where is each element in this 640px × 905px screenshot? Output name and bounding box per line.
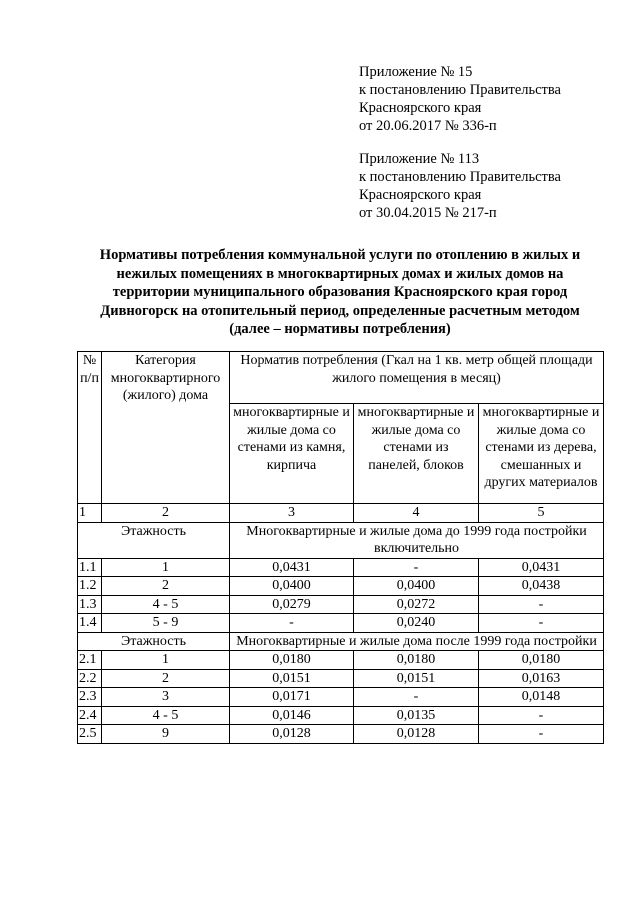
value-stone: 0,0146 (230, 706, 354, 725)
row-number: 2.4 (78, 706, 102, 725)
table-row (78, 558, 604, 577)
column-number: 5 (479, 504, 604, 523)
row-floors: 9 (102, 725, 230, 744)
column-numbers-row (78, 504, 604, 523)
value-wood: - (479, 725, 604, 744)
column-number: 4 (354, 504, 479, 523)
value-panel: 0,0151 (354, 669, 479, 688)
section-title: Многоквартирные и жилые дома до 1999 года постройки включительно (230, 522, 604, 558)
value-panel: 0,0240 (354, 614, 479, 633)
value-stone: 0,0400 (230, 577, 354, 596)
row-number: 1.4 (78, 614, 102, 633)
section-header-row (78, 632, 604, 651)
value-wood: 0,0163 (479, 669, 604, 688)
appendix-line: от 30.04.2015 № 217-п (359, 205, 497, 221)
value-stone: 0,0279 (230, 595, 354, 614)
section-header-row (78, 522, 604, 558)
consumption-norms-table (77, 351, 604, 744)
row-floors: 2 (102, 669, 230, 688)
value-wood: 0,0180 (479, 651, 604, 670)
title-line: Дивногорск на отопительный период, определенные расчетным методом (100, 302, 580, 319)
column-number: 3 (230, 504, 354, 523)
value-panel: - (354, 688, 479, 707)
row-number: 2.1 (78, 651, 102, 670)
value-panel: 0,0128 (354, 725, 479, 744)
row-floors: 1 (102, 651, 230, 670)
row-number: 2.5 (78, 725, 102, 744)
value-wood: 0,0431 (479, 558, 604, 577)
header-num: № п/п (78, 352, 102, 504)
value-panel: - (354, 558, 479, 577)
row-floors: 1 (102, 558, 230, 577)
title-line: Нормативы потребления коммунальной услуги по отоплению в жилых и (99, 247, 581, 263)
section-floors-label: Этажность (78, 522, 230, 558)
appendix-113-reference (359, 150, 561, 222)
row-floors: 3 (102, 688, 230, 707)
value-stone: 0,0180 (230, 651, 354, 670)
appendix-line: Приложение № 113 (359, 151, 480, 167)
title-line: (далее – нормативы потребления) (229, 321, 451, 337)
header-stone-walls: многоквартирные и жилые дома со стенами из камня, кирпича (230, 404, 354, 504)
row-number: 2.2 (78, 669, 102, 688)
appendix-line: Красноярского края (359, 100, 482, 116)
header-norm: Норматив потребления (Гкал на 1 кв. метр общей площади жилого помещения в месяц) (230, 352, 604, 404)
row-number: 1.1 (78, 558, 102, 577)
value-panel: 0,0180 (354, 651, 479, 670)
appendix-line: Красноярского края (359, 187, 482, 203)
table-row (78, 595, 604, 614)
table-header-row (78, 352, 604, 404)
row-number: 2.3 (78, 688, 102, 707)
column-number: 1 (78, 504, 102, 523)
header-category: Категория многоквартирного (жилого) дома (102, 352, 230, 504)
row-floors: 5 - 9 (102, 614, 230, 633)
value-wood: 0,0438 (479, 577, 604, 596)
row-floors: 4 - 5 (102, 706, 230, 725)
table-row (78, 725, 604, 744)
row-floors: 2 (102, 577, 230, 596)
value-stone: 0,0171 (230, 688, 354, 707)
row-number: 1.3 (78, 595, 102, 614)
value-wood: 0,0148 (479, 688, 604, 707)
value-stone: - (230, 614, 354, 633)
value-wood: - (479, 595, 604, 614)
column-number: 2 (102, 504, 230, 523)
table-row (78, 706, 604, 725)
table-row (78, 651, 604, 670)
table-row (78, 577, 604, 596)
title-line: нежилых помещениях в многоквартирных домах и жилых домов на (116, 265, 564, 282)
value-wood: - (479, 706, 604, 725)
header-wood-walls: многоквартирные и жилые дома со стенами из дерева, смешанных и других материалов (479, 404, 604, 504)
table-row (78, 614, 604, 633)
title-line: территории муниципального образования Красноярского края город (112, 284, 568, 300)
value-stone: 0,0151 (230, 669, 354, 688)
value-wood: - (479, 614, 604, 633)
value-panel: 0,0400 (354, 577, 479, 596)
appendix-15-reference (359, 63, 561, 135)
section-floors-label: Этажность (78, 632, 230, 651)
appendix-line: к постановлению Правительства (359, 82, 561, 98)
value-panel: 0,0272 (354, 595, 479, 614)
appendix-line: от 20.06.2017 № 336-п (359, 118, 497, 134)
value-stone: 0,0431 (230, 558, 354, 577)
table-row (78, 669, 604, 688)
document-title (60, 246, 620, 339)
value-stone: 0,0128 (230, 725, 354, 744)
table-row (78, 688, 604, 707)
value-panel: 0,0135 (354, 706, 479, 725)
row-number: 1.2 (78, 577, 102, 596)
appendix-line: к постановлению Правительства (359, 169, 561, 185)
section-title: Многоквартирные и жилые дома после 1999 года постройки (230, 632, 604, 651)
appendix-line: Приложение № 15 (359, 64, 473, 80)
row-floors: 4 - 5 (102, 595, 230, 614)
header-panel-walls: многоквартирные и жилые дома со стенами из панелей, блоков (354, 404, 479, 504)
